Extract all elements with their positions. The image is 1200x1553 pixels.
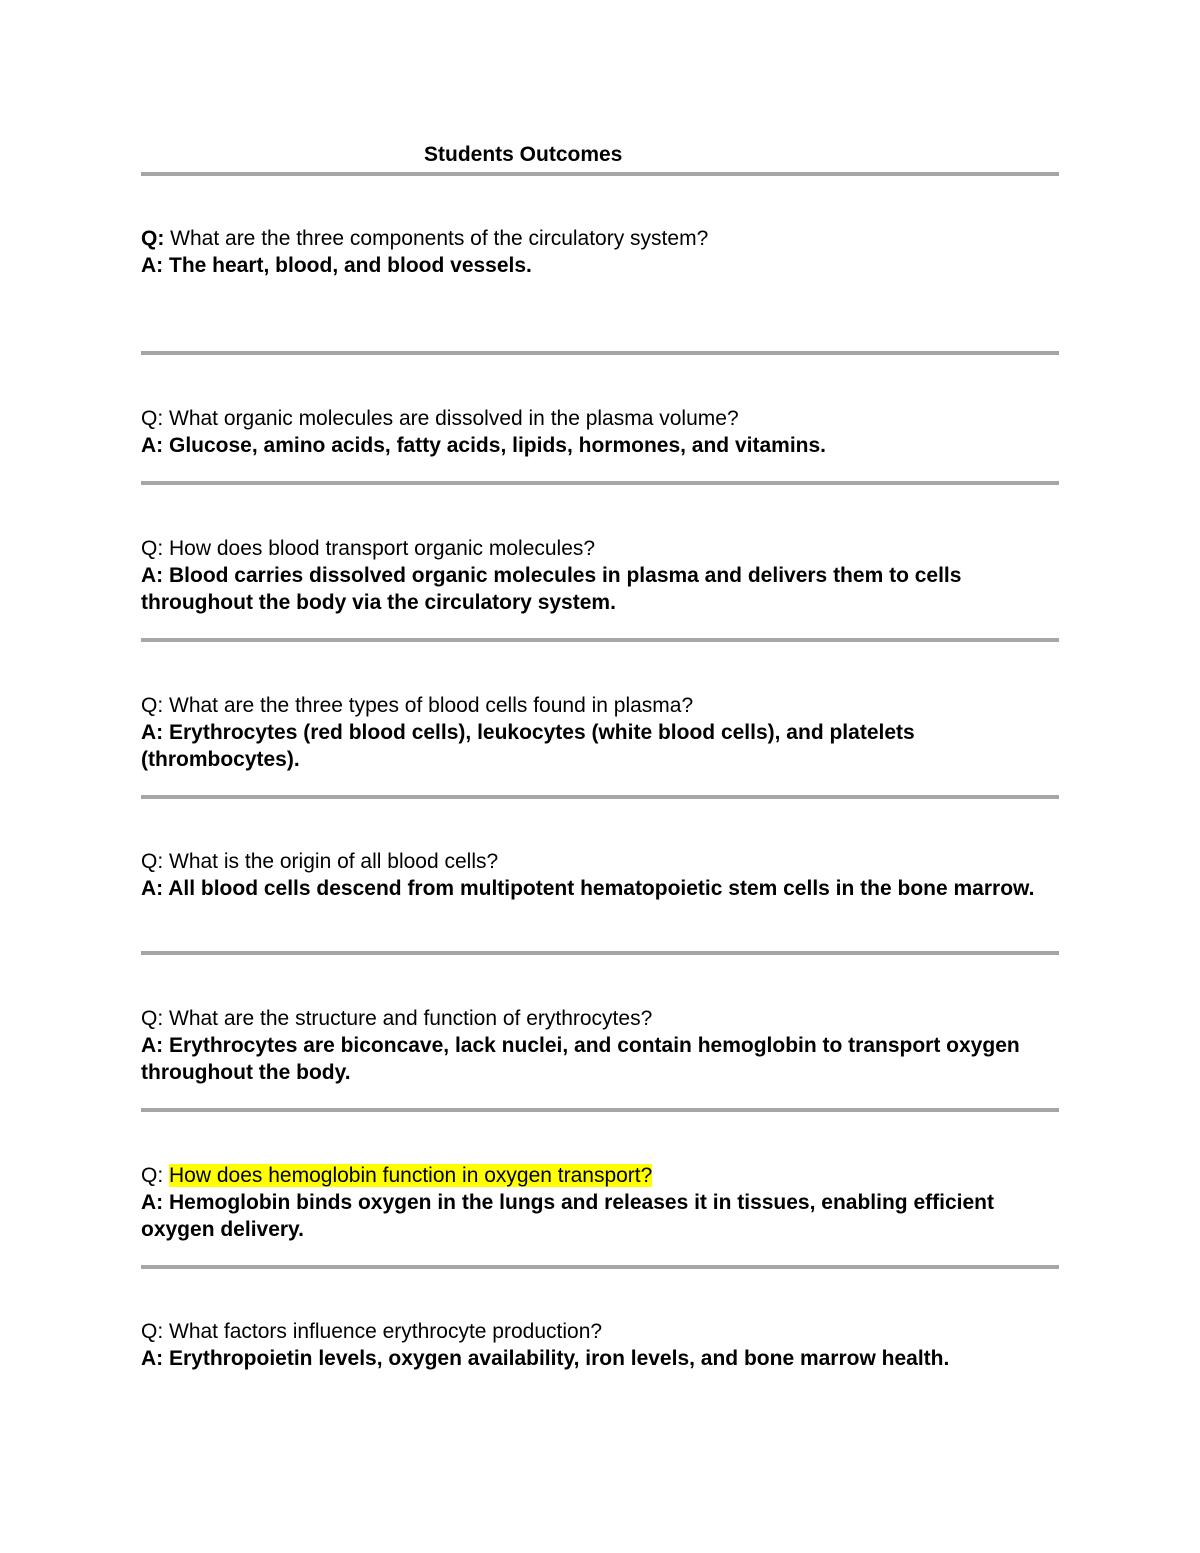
question-text: What is the origin of all blood cells?: [163, 850, 499, 873]
qa-item-5: [141, 848, 1059, 902]
answer: A: All blood cells descend from multipotent hematopoietic stem cells in the bone marrow.: [141, 877, 1035, 900]
divider-line: [141, 351, 1059, 355]
answer: A: Erythropoietin levels, oxygen availability, iron levels, and bone marrow health.: [141, 1347, 950, 1370]
qa-item-8: [141, 1318, 1059, 1372]
question-prefix: Q:: [141, 850, 164, 873]
divider-line: [141, 1265, 1059, 1269]
page-title: Students Outcomes: [424, 143, 623, 166]
question-prefix: Q:: [141, 537, 164, 560]
qa-item-2: [141, 405, 1059, 459]
question: [141, 1005, 1059, 1032]
question: [141, 1162, 1059, 1189]
question-prefix: Q:: [141, 694, 164, 717]
answer: A: Erythrocytes (red blood cells), leukocytes (white blood cells), and platelets (thrombocytes).: [141, 721, 915, 771]
question: [141, 1318, 1059, 1345]
answer: A: The heart, blood, and blood vessels.: [141, 254, 532, 277]
question: [141, 535, 1059, 562]
divider-line: [141, 795, 1059, 799]
divider-line: [141, 1108, 1059, 1112]
answer: A: Glucose, amino acids, fatty acids, lipids, hormones, and vitamins.: [141, 434, 827, 457]
qa-item-7: [141, 1162, 1059, 1243]
qa-item-4: [141, 692, 1059, 773]
divider-line: [141, 638, 1059, 642]
answer: A: Hemoglobin binds oxygen in the lungs and releases it in tissues, enabling efficient oxygen delivery.: [141, 1191, 994, 1241]
divider-line: [141, 172, 1059, 176]
qa-item-6: [141, 1005, 1059, 1086]
question: [141, 692, 1059, 719]
question-text: How does blood transport organic molecules?: [163, 537, 596, 560]
question-text: What are the three components of the circulatory system?: [164, 227, 709, 250]
answer: A: Erythrocytes are biconcave, lack nuclei, and contain hemoglobin to transport oxygen throughout the body.: [141, 1034, 1020, 1084]
question: [141, 405, 1059, 432]
answer: A: Blood carries dissolved organic molecules in plasma and delivers them to cells throughout the body via the circulatory system.: [141, 564, 962, 614]
question-text: What factors influence erythrocyte production?: [163, 1320, 603, 1343]
divider-line: [141, 951, 1059, 955]
question-prefix: Q:: [141, 1320, 164, 1343]
question-prefix: Q:: [141, 1007, 164, 1030]
question-text: What organic molecules are dissolved in the plasma volume?: [163, 407, 739, 430]
highlighted-question-text: How does hemoglobin function in oxygen transport?: [169, 1164, 653, 1187]
qa-item-3: [141, 535, 1059, 616]
question-text: What are the three types of blood cells found in plasma?: [163, 694, 694, 717]
question-prefix: Q:: [141, 407, 164, 430]
question: [141, 848, 1059, 875]
divider-line: [141, 481, 1059, 485]
question: [141, 225, 1059, 252]
question-prefix: Q:: [141, 227, 165, 250]
qa-item-1: [141, 225, 1059, 279]
question-prefix: Q:: [141, 1164, 164, 1187]
question-text: What are the structure and function of erythrocytes?: [163, 1007, 653, 1030]
